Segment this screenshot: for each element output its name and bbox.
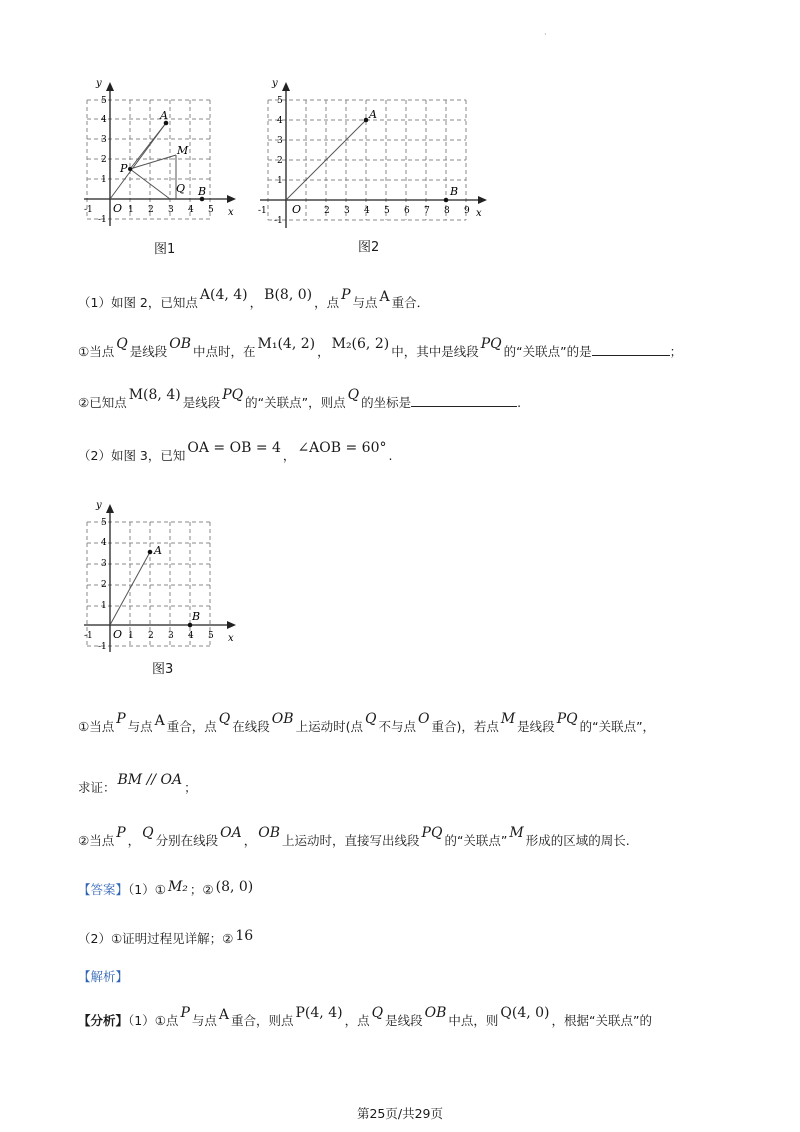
question-1-part-1 — [78, 336, 683, 360]
point-m1-coord: M₁(4, 2) — [257, 336, 316, 352]
y-tick: 5 — [277, 96, 283, 106]
text: 不与点 — [378, 719, 416, 734]
text: ，点 — [314, 295, 340, 310]
answer-perimeter: 16 — [235, 928, 254, 944]
x-tick: 4 — [188, 631, 194, 641]
analysis-subtag: 【分析】 — [78, 1013, 129, 1028]
x-tick: 2 — [324, 206, 330, 216]
text: 中，其中是线段 — [391, 344, 479, 359]
y-tick: 3 — [101, 559, 107, 569]
y-axis-label: y — [272, 78, 278, 89]
answer-tag: 【答案】 — [78, 882, 129, 897]
y-axis-arrow — [106, 504, 114, 513]
origin-label: O — [113, 628, 123, 641]
question-1-part-2 — [78, 387, 522, 411]
text: 上运动时，直接写出线段 — [282, 833, 420, 848]
proof-statement — [78, 772, 197, 796]
point-p-coord: P(4, 4) — [295, 1005, 343, 1021]
y-tick: 2 — [101, 580, 107, 590]
var-q: Q — [364, 711, 377, 727]
x-tick: 7 — [424, 206, 430, 216]
var-p: P — [341, 287, 351, 303]
text: 重合． — [391, 295, 430, 310]
y-axis-arrow — [106, 82, 114, 91]
var-pq: PQ — [556, 711, 578, 727]
text: ①当点 — [78, 344, 115, 359]
y-tick: 4 — [101, 538, 107, 548]
var-p: P — [116, 825, 126, 841]
x-tick: 3 — [168, 631, 174, 641]
label-a: A — [154, 544, 162, 557]
text: 中点时，在 — [192, 344, 256, 359]
var-ob: OB — [271, 711, 294, 727]
text: 中点，则 — [448, 1013, 499, 1028]
figure-2-canvas — [250, 72, 500, 232]
figure-2 — [250, 72, 500, 232]
text: 分别在线段 — [155, 833, 219, 848]
var-q: Q — [371, 1005, 384, 1021]
x-axis-arrow — [227, 621, 236, 629]
text: . — [517, 395, 522, 410]
text: （1）如图 2，已知点 — [78, 295, 198, 310]
text: （1）①点 — [128, 1013, 179, 1028]
analysis-line — [78, 1005, 652, 1029]
var-oa: OA — [220, 825, 242, 841]
x-tick: 1 — [128, 631, 134, 641]
text: 与点 — [191, 1013, 217, 1028]
var-a: A — [154, 713, 165, 729]
point-a — [364, 118, 369, 123]
label-q: Q — [176, 182, 186, 195]
var-q: Q — [116, 336, 128, 352]
x-tick: 9 — [464, 206, 470, 216]
var-ob: OB — [258, 825, 281, 841]
point-a-coord: A(4, 4) — [199, 287, 248, 303]
x-tick: -1 — [84, 631, 93, 641]
answer-line-1 — [78, 880, 255, 898]
var-q: Q — [142, 825, 154, 841]
question-2-part-1 — [78, 711, 656, 735]
point-a — [148, 550, 153, 555]
y-tick: 1 — [101, 601, 107, 611]
x-axis-label: x — [228, 633, 234, 644]
text: 在线段 — [232, 719, 270, 734]
text: 重合，则点 — [231, 1013, 294, 1028]
origin-label: O — [113, 202, 123, 215]
point-q-coord: Q(4, 0) — [500, 1005, 550, 1021]
text: ①当点 — [78, 719, 115, 734]
text: 重合)，若点 — [431, 719, 499, 734]
point-b-coord: B(8, 0) — [264, 287, 313, 303]
text: 与点 — [127, 719, 153, 734]
text: ；② — [189, 882, 214, 897]
x-tick: 5 — [208, 631, 214, 641]
y-tick: 2 — [277, 156, 283, 166]
var-ob: OB — [169, 336, 191, 352]
point-p — [128, 167, 132, 171]
text: 形成的区域的周长. — [525, 833, 630, 848]
label-b: B — [198, 185, 207, 198]
figure-3-caption: 图3 — [152, 662, 174, 677]
text: 求证： — [78, 780, 116, 795]
text: 与点 — [352, 295, 378, 310]
y-tick: 1 — [101, 175, 107, 185]
figure-1 — [84, 74, 244, 234]
text: 的“关联点” — [444, 833, 508, 848]
text: （1）① — [128, 882, 166, 897]
text: ， — [127, 833, 141, 848]
y-tick: 2 — [101, 155, 107, 165]
x-tick: 5 — [208, 205, 214, 215]
y-tick: 4 — [277, 116, 283, 126]
text: ； — [669, 344, 683, 359]
point-b — [444, 198, 449, 203]
y-tick: 5 — [101, 96, 107, 106]
var-m: M — [500, 711, 516, 727]
var-pq: PQ — [480, 336, 502, 352]
y-tick: 3 — [277, 136, 283, 146]
segments — [110, 123, 176, 199]
analysis-tag: 【解析】 — [78, 969, 129, 984]
question-2-intro — [78, 440, 393, 464]
y-tick: 1 — [277, 176, 283, 186]
analysis-heading — [78, 967, 128, 985]
text: ， — [317, 344, 330, 359]
var-q: Q — [218, 711, 231, 727]
text: 的坐标是 — [361, 395, 412, 410]
figure-1-canvas — [84, 74, 244, 234]
x-tick: -1 — [258, 206, 267, 216]
figure-3 — [84, 496, 244, 656]
x-axis-label: x — [476, 208, 482, 219]
figure-2-caption: 图2 — [358, 240, 380, 255]
point-m-coord: M(8, 4) — [128, 387, 181, 403]
x-tick: 6 — [404, 206, 410, 216]
var-pq: PQ — [222, 387, 244, 403]
answer-line-2 — [78, 929, 255, 947]
equation-oa-ob: OA = OB = 4 — [187, 440, 281, 456]
text: ，根据“关联点”的 — [551, 1013, 652, 1028]
label-b: B — [450, 185, 459, 198]
x-tick: 3 — [344, 206, 350, 216]
text: （2）①证明过程见详解；② — [78, 931, 234, 946]
equation-bm-parallel-oa: BM // OA — [117, 772, 183, 788]
answer-blank-1[interactable] — [592, 344, 670, 356]
text: . — [388, 448, 393, 463]
label-a: A — [160, 109, 168, 122]
y-axis-label: y — [96, 78, 102, 89]
var-a: A — [218, 1007, 229, 1023]
x-tick: -1 — [84, 205, 93, 215]
var-a: A — [379, 289, 390, 305]
text: 的“关联点”的是 — [503, 344, 592, 359]
text: 上运动时(点 — [295, 719, 363, 734]
answer-m2: M₂ — [167, 879, 188, 895]
x-tick: 5 — [384, 206, 390, 216]
question-1-intro — [78, 287, 430, 311]
text: ， — [282, 448, 296, 463]
y-tick: 4 — [101, 115, 107, 125]
x-tick: 4 — [188, 205, 194, 215]
x-axis-arrow — [227, 195, 236, 203]
y-tick: 3 — [101, 135, 107, 145]
x-tick: 8 — [444, 206, 450, 216]
equation-angle: ∠AOB = 60° — [297, 440, 387, 456]
x-tick: 3 — [168, 205, 174, 215]
y-tick: -1 — [274, 216, 283, 226]
x-tick: 2 — [148, 631, 154, 641]
question-2-part-2 — [78, 825, 630, 849]
y-tick: -1 — [98, 642, 107, 652]
x-axis-label: x — [228, 207, 234, 218]
x-tick: 1 — [128, 205, 134, 215]
text: 的“关联点”，则点 — [245, 395, 346, 410]
text: ②已知点 — [78, 395, 127, 410]
text: ； — [184, 780, 197, 795]
text: 的“关联点”， — [579, 719, 656, 734]
text: 是线段 — [517, 719, 555, 734]
text: （2）如图 3，已知 — [78, 448, 186, 463]
x-axis-arrow — [478, 196, 487, 204]
figure-3-canvas — [84, 496, 244, 656]
answer-coord: (8, 0) — [215, 879, 254, 895]
y-tick: -1 — [98, 215, 107, 225]
answer-blank-2[interactable] — [411, 395, 517, 407]
text: ②当点 — [78, 833, 115, 848]
label-m: M — [177, 144, 189, 157]
label-a: A — [369, 108, 377, 121]
y-axis-label: y — [96, 500, 102, 511]
var-p: P — [116, 711, 126, 727]
text: ， — [243, 833, 257, 848]
y-tick: 5 — [101, 518, 107, 528]
y-axis-arrow — [282, 82, 290, 91]
point-m2-coord: M₂(6, 2) — [331, 336, 390, 352]
text: 是线段 — [182, 395, 221, 410]
label-p: P — [120, 162, 128, 175]
point-b — [188, 623, 193, 628]
var-ob: OB — [424, 1005, 447, 1021]
text: 是线段 — [385, 1013, 423, 1028]
var-pq: PQ — [421, 825, 443, 841]
text: 是线段 — [129, 344, 168, 359]
figure-1-caption: 图1 — [154, 242, 176, 257]
scan-speck: · — [544, 30, 547, 39]
x-tick: 4 — [364, 206, 370, 216]
var-o: O — [417, 711, 430, 727]
label-b: B — [192, 610, 201, 623]
text: 重合，点 — [166, 719, 217, 734]
var-q: Q — [347, 387, 360, 403]
var-m: M — [509, 825, 524, 841]
x-tick: 2 — [148, 205, 154, 215]
page-footer: 第25页/共29页 — [356, 1106, 444, 1121]
var-p: P — [180, 1005, 190, 1021]
text: ， — [249, 295, 263, 310]
origin-label: O — [292, 203, 302, 216]
text: ，点 — [344, 1013, 370, 1028]
